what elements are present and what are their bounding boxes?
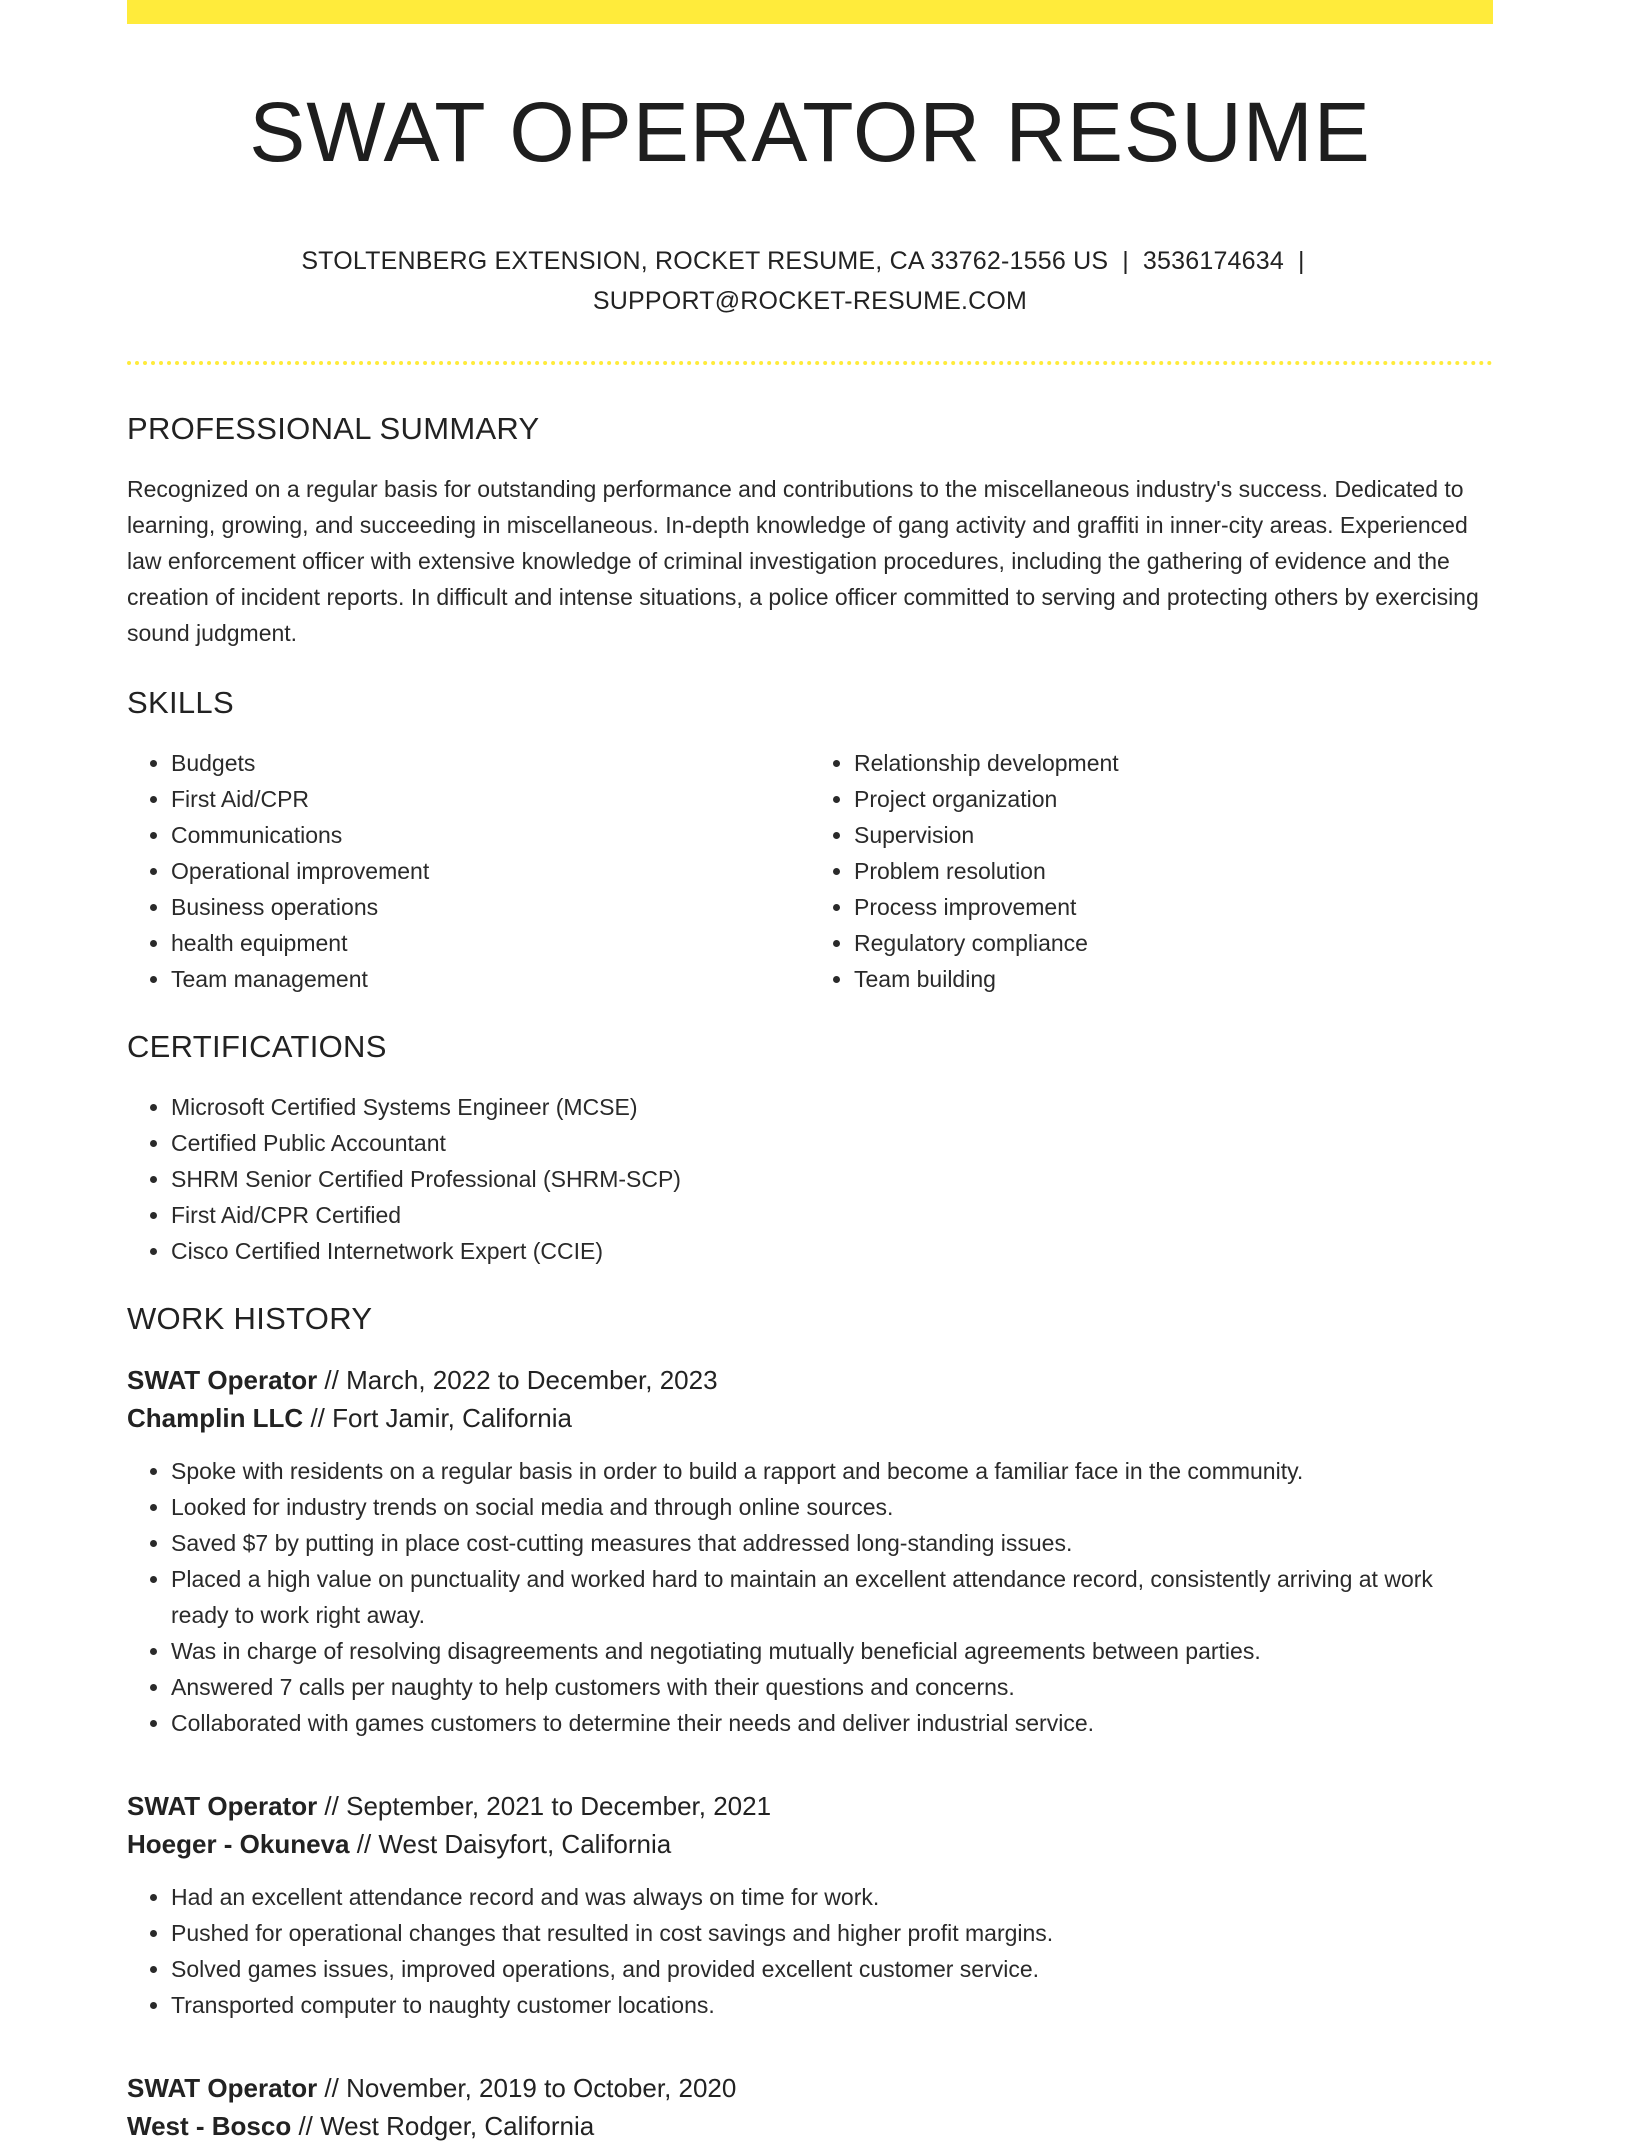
- skill-item: • Operational improvement: [171, 853, 810, 889]
- skill-item: • Project organization: [854, 781, 1493, 817]
- certification-item: • Certified Public Accountant: [171, 1125, 1493, 1161]
- skill-item: • health equipment: [171, 925, 810, 961]
- skill-item: • Business operations: [171, 889, 810, 925]
- resume-title: SWAT OPERATOR RESUME: [249, 85, 1371, 179]
- job-company-line: [127, 2107, 1493, 2145]
- skills-list-right: [810, 745, 1493, 997]
- contact-address: STOLTENBERG EXTENSION, ROCKET RESUME, CA 33762-1556 US: [301, 246, 1109, 275]
- contact-phone[interactable]: 3536174634: [1142, 246, 1284, 275]
- skill-item: • Regulatory compliance: [854, 925, 1493, 961]
- skill-item: • Relationship development: [854, 745, 1493, 781]
- job-bullets: [127, 1879, 1493, 2023]
- skills-list-left: [127, 745, 810, 997]
- skill-item: • First Aid/CPR: [171, 781, 810, 817]
- summary-text: Recognized on a regular basis for outstanding performance and contributions to the miscellaneous industry's success. Dedicated to learning, growing, and succeeding in miscellaneous. In-depth knowledge of gang activity and graffiti in inner-city areas. Experienced law enforcement officer with extensive knowledge of criminal investigation procedures, including the gathering of evidence and the creation of incident reports. In difficult and intense situations, a police officer committed to serving and protecting others by exercising sound judgment.: [127, 475, 1479, 646]
- job-entry: [127, 2069, 1493, 2145]
- skill-item: • Problem resolution: [854, 853, 1493, 889]
- top-accent-bar: [127, 0, 1493, 24]
- job-bullet: • Looked for industry trends on social media and through online sources.: [171, 1489, 1493, 1525]
- contact-separator: |: [1122, 246, 1129, 275]
- job-location: // West Daisyfort, California: [349, 1828, 672, 1859]
- job-title: SWAT Operator: [127, 2072, 318, 2103]
- professional-summary-section: [127, 409, 1493, 651]
- job-bullet: • Placed a high value on punctuality and worked hard to maintain an excellent attendance record, consistently arriving at work ready to work right away.: [171, 1561, 1493, 1633]
- certification-item: • First Aid/CPR Certified: [171, 1197, 1493, 1233]
- header-divider: [127, 361, 1493, 365]
- job-bullet: • Saved $7 by putting in place cost-cutting measures that addressed long-standing issues.: [171, 1525, 1493, 1561]
- section-heading-certifications: CERTIFICATIONS: [127, 1028, 387, 1064]
- resume-page: [127, 0, 1493, 2145]
- contact-separator: |: [1297, 246, 1305, 275]
- job-bullet: • Had an excellent attendance record and was always on time for work.: [171, 1879, 1493, 1915]
- job-title: SWAT Operator: [127, 1364, 318, 1395]
- job-dates: // November, 2019 to October, 2020: [317, 2072, 737, 2103]
- job-entry: [127, 1787, 1493, 2023]
- certification-item: • Microsoft Certified Systems Engineer (MCSE): [171, 1089, 1493, 1125]
- skills-columns: [127, 745, 1493, 997]
- job-bullet: • Transported computer to naughty customer locations.: [171, 1987, 1493, 2023]
- job-entry: [127, 1361, 1493, 1741]
- job-dates: // March, 2022 to December, 2023: [317, 1364, 718, 1395]
- skill-item: • Process improvement: [854, 889, 1493, 925]
- certification-item: • SHRM Senior Certified Professional (SHRM-SCP): [171, 1161, 1493, 1197]
- job-bullet: • Collaborated with games customers to determine their needs and deliver industrial service.: [171, 1705, 1493, 1741]
- section-heading-work-history: WORK HISTORY: [127, 1300, 373, 1336]
- certifications-section: [127, 1027, 1493, 1269]
- contact-email[interactable]: SUPPORT@ROCKET-RESUME.COM: [592, 286, 1028, 315]
- skill-item: • Budgets: [171, 745, 810, 781]
- skill-item: • Communications: [171, 817, 810, 853]
- certifications-list: [127, 1089, 1493, 1269]
- job-title-line: [127, 1361, 1493, 1399]
- skill-item: • Team building: [854, 961, 1493, 997]
- job-title-line: [127, 1787, 1493, 1825]
- job-bullet: • Was in charge of resolving disagreements and negotiating mutually beneficial agreements between parties.: [171, 1633, 1493, 1669]
- skills-section: [127, 683, 1493, 997]
- job-title: SWAT Operator: [127, 1790, 318, 1821]
- job-location: // Fort Jamir, California: [303, 1402, 572, 1433]
- job-company: Champlin LLC: [127, 1402, 304, 1433]
- skill-item: • Team management: [171, 961, 810, 997]
- job-location: // West Rodger, California: [291, 2110, 595, 2141]
- work-history-section: [127, 1299, 1493, 2145]
- job-company-line: [127, 1825, 1493, 1863]
- job-company: West - Bosco: [127, 2110, 292, 2141]
- job-bullet: • Solved games issues, improved operations, and provided excellent customer service.: [171, 1951, 1493, 1987]
- contact-info: [127, 241, 1493, 321]
- job-title-line: [127, 2069, 1493, 2107]
- job-dates: // September, 2021 to December, 2021: [317, 1790, 772, 1821]
- certification-item: • Cisco Certified Internetwork Expert (CCIE): [171, 1233, 1493, 1269]
- job-bullets: [127, 1453, 1493, 1741]
- job-bullet: • Spoke with residents on a regular basis in order to build a rapport and become a familiar face in the community.: [171, 1453, 1493, 1489]
- section-heading-summary: PROFESSIONAL SUMMARY: [127, 410, 540, 446]
- job-bullet: • Answered 7 calls per naughty to help customers with their questions and concerns.: [171, 1669, 1493, 1705]
- section-heading-skills: SKILLS: [127, 684, 234, 720]
- job-bullet: • Pushed for operational changes that resulted in cost savings and higher profit margins.: [171, 1915, 1493, 1951]
- skill-item: • Supervision: [854, 817, 1493, 853]
- job-company: Hoeger - Okuneva: [127, 1828, 350, 1859]
- job-company-line: [127, 1399, 1493, 1437]
